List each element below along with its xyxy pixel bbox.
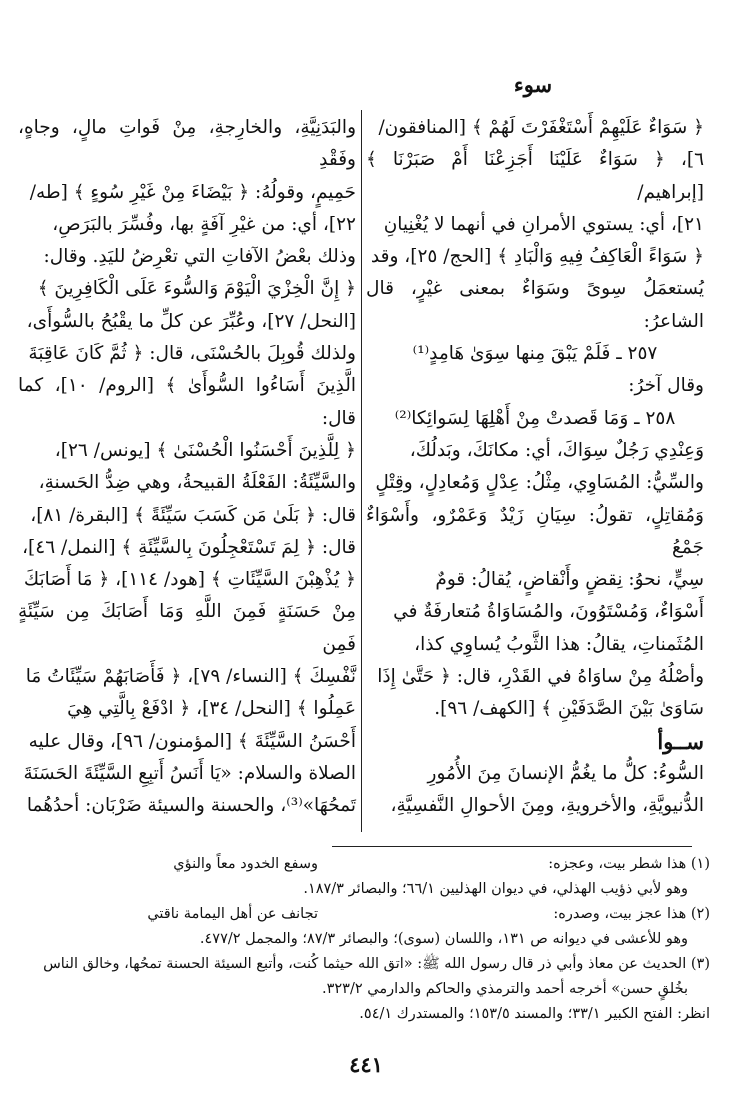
footnote-3-text-cont: بخُلقٍ حسن» أخرجه أحمد والترمذي والحاكم والدارمي ٣٢٣/٢. <box>321 981 688 997</box>
text-line: وأصْلُهُ مِنْ ساوَاهُ في القَدْرِ، قال: ﴿ حَتَّىٰ إِذَا <box>377 666 704 688</box>
text-line: تَمحُهَا»⁽³⁾، والحسنة والسيئة ضَرْبَان: أحدُهُما <box>26 795 356 817</box>
text-line: والبَدَنِيَّةِ، والخارِجةِ، مِنْ فَواتِ مالٍ، وجاهٍ، وفَقْدِ <box>18 117 356 171</box>
text-line: عَمِلُوا ﴾ [النحل/ ٣٤]، ﴿ ادْفَعْ بِالَّتِي هِيَ <box>67 698 356 720</box>
text-line: وَمُقاتِلٍ، تقولُ: سِيَانِ زَيْدٌ وَعَمْرٌو، وأَسْوَاءٌ جَمْعُ <box>366 504 704 558</box>
text-line: المُثَمناتِ، يقالُ: هذا الثَّوبُ يُساوِي كذا، <box>414 633 704 655</box>
footnote-1-source: وهو لأبي ذؤيب الهذلي، في ديوان الهذليين ٦٦/١؛ والبصائر ١٨٧/٣. <box>303 881 688 897</box>
page-number: ٤٤١ <box>349 1052 383 1077</box>
entry-heading: ســوأ <box>657 728 704 754</box>
footnote-2-row <box>26 902 710 927</box>
text-line: ٢١]، أي: يستوي الأمرانِ في أنهما لا يُغْنِيانِ <box>383 213 704 235</box>
text-line: الدُّنيويَّةِ، والأخرويةِ، ومِنَ الأحوالِ النَّفسِيَّةِ، <box>390 795 704 817</box>
text-line: ﴿ سَوَاءٌ عَلَيْهِمْ أَسْتَغْفَرْتَ لَهُمْ ﴾ [المنافقون/ <box>378 117 704 138</box>
footnote-1-verse: وسفع الخدود معاً والنؤي <box>173 856 318 872</box>
footnote-1-row <box>26 852 710 877</box>
footnote-2-verse: تجانف عن أهل اليمامة ناقتي <box>147 906 318 922</box>
entry-header: سوء <box>513 72 553 97</box>
column-divider <box>361 110 362 832</box>
text-line: قال: ﴿ لِمَ تَسْتَعْجِلُونَ بِالسَّيِّئَةِ ﴾ [النمل/ ٤٦]، <box>22 536 356 558</box>
text-line: وَعِنْدِي رَجُلٌ سِوَاكَ، أي: مكانَكَ، وبَدلُكَ، <box>409 439 704 461</box>
text-line: يُستعمَلُ سِوىً وسَوَاءٌ بمعنى غيْرٍ، قال الشاعرُ: <box>366 278 704 332</box>
text-line: الصلاة والسلام: «يَا أَنَسُ أَتبِعِ السَّيِّئَةَ الحَسَنَةَ <box>23 762 356 784</box>
footnote-2-label: (٢) هذا عجز بيت، وصدره: <box>553 906 710 922</box>
text-line: ﴿ يُذْهِبْنَ السَّيِّئَاتِ ﴾ [هود/ ١١٤]، ﴿ مَا أَصَابَكَ <box>23 569 356 591</box>
text-line: أَسْوَاءٌ، وَمُسْتَوُونَ، والمُسَاوَاةُ مُتعارفَةٌ في <box>393 601 704 623</box>
text-line: سِيٍّ، نحوُ: نِقضٍ وأَنْقاضٍ، يُقالُ: قومٌ <box>435 569 704 591</box>
text-line: السُّوءُ: كلُّ ما يغُمُّ الإنسانَ مِنَ الأُمُورِ <box>427 762 704 784</box>
text-line: والسَّيِّئَةُ: الفَعْلَةُ القبيحةُ، وهي ضِدُّ الحَسنةِ، <box>38 472 356 494</box>
text-line: قال: ﴿ بَلَىٰ مَن كَسَبَ سَيِّئَةً ﴾ [البقرة/ ٨١]، <box>30 504 356 526</box>
text-line: ٢٢]، أي: من غيْرِ آفَةٍ بها، وفُسِّرَ بالبَرَصِ، <box>52 213 356 235</box>
text-line: ٦]، ﴿ سَوَاءٌ عَلَيْنَا أَجَزِعْنَا أَمْ صَبَرْنَا ﴾ [إبراهيم/ <box>366 149 704 203</box>
verse-line: ٢٥٨ ـ وَمَا قَصدتْ مِنْ أَهْلِهَا لِسَوائِكا⁽²⁾ <box>394 407 676 429</box>
left-column <box>18 112 356 823</box>
right-column <box>366 112 704 823</box>
text-line: مِنْ حَسَنَةٍ فَمِنَ اللَّهِ وَمَا أَصَابَكَ مِن سَيِّئَةٍ فَمِن <box>18 601 356 655</box>
text-line: سَاوَىٰ بَيْنَ الصَّدَفَيْنِ ﴾ [الكهف/ ٩٦]. <box>434 698 704 720</box>
text-line: الَّذِينَ أَسَاءُوا السُّوأَىٰ ﴾ [الروم/ ١٠]، كما قال: <box>18 375 356 429</box>
text-line: [النحل/ ٢٧]، وعُبِّرَ عن كلِّ ما يقْبُحُ بالسُّوأَى، <box>26 310 356 332</box>
text-line: ﴿ إِنَّ الْخِزْيَ الْيَوْمَ وَالسُّوءَ عَلَى الْكَافِرِينَ ﴾ <box>37 278 356 300</box>
text-line: ﴿ سَوَاءً الْعَاكِفُ فِيهِ وَالْبَادِ ﴾ [الحج/ ٢٥]، وقد <box>370 246 704 268</box>
text-line: حَمِيمٍ، وقولُهُ: ﴿ بَيْضَاءَ مِنْ غَيْرِ سُوءٍ ﴾ [طه/ <box>29 181 356 203</box>
footnote-3-refs: انظر: الفتح الكبير ٣٣/١؛ والمسند ١٥٣/٥؛ والمستدرك ٥٤/١. <box>359 1006 710 1022</box>
text-line: أَحْسَنُ السَّيِّئَةَ ﴾ [المؤمنون/ ٩٦]، وقال عليه <box>28 730 356 752</box>
footnote-2-source: وهو للأعشى في ديوانه ص ١٣١، واللسان (سوى)؛ والبصائر ٨٧/٣؛ والمجمل ٤٧٧/٢. <box>199 931 688 947</box>
text-line: نَّفْسِكَ ﴾ [النساء/ ٧٩]، ﴿ فَأَصَابَهُمْ سَيِّئَاتُ مَا <box>25 666 356 688</box>
footnote-1-label: (١) هذا شطر بيت، وعجزه: <box>548 856 710 872</box>
verse-line: ٢٥٧ ـ فَلَمْ يَبْقَ مِنها سِوَىٰ هَامِدٍ⁽¹⁾ <box>412 343 658 365</box>
text-line: وذلك بعْضُ الآفاتِ التي تعْرِضُ لليَدِ. وقال: <box>43 246 356 268</box>
footnotes <box>26 852 710 1027</box>
footnote-rule <box>332 846 692 847</box>
text-line: والسِّيُّ: المُسَاوِي، مِثْلُ: عِدْلٍ وَمُعادِلٍ، وقِتْلٍ <box>375 472 704 494</box>
text-line: ﴿ لِلَّذِينَ أَحْسَنُوا الْحُسْنَىٰ ﴾ [يونس/ ٢٦]، <box>54 439 356 461</box>
text-line: وقال آخرُ: <box>628 375 704 397</box>
text-line: ولذلك قُوبِلَ بالحُسْنَى، قال: ﴿ ثُمَّ كَانَ عَاقِبَةَ <box>28 343 356 365</box>
footnote-3-text: (٣) الحديث عن معاذ وأبي ذر قال رسول الله ﷺ: «اتق الله حيثما كُنت، وأتبع السيئة الحسنة تمحُها، وخالق الناس <box>43 956 710 972</box>
